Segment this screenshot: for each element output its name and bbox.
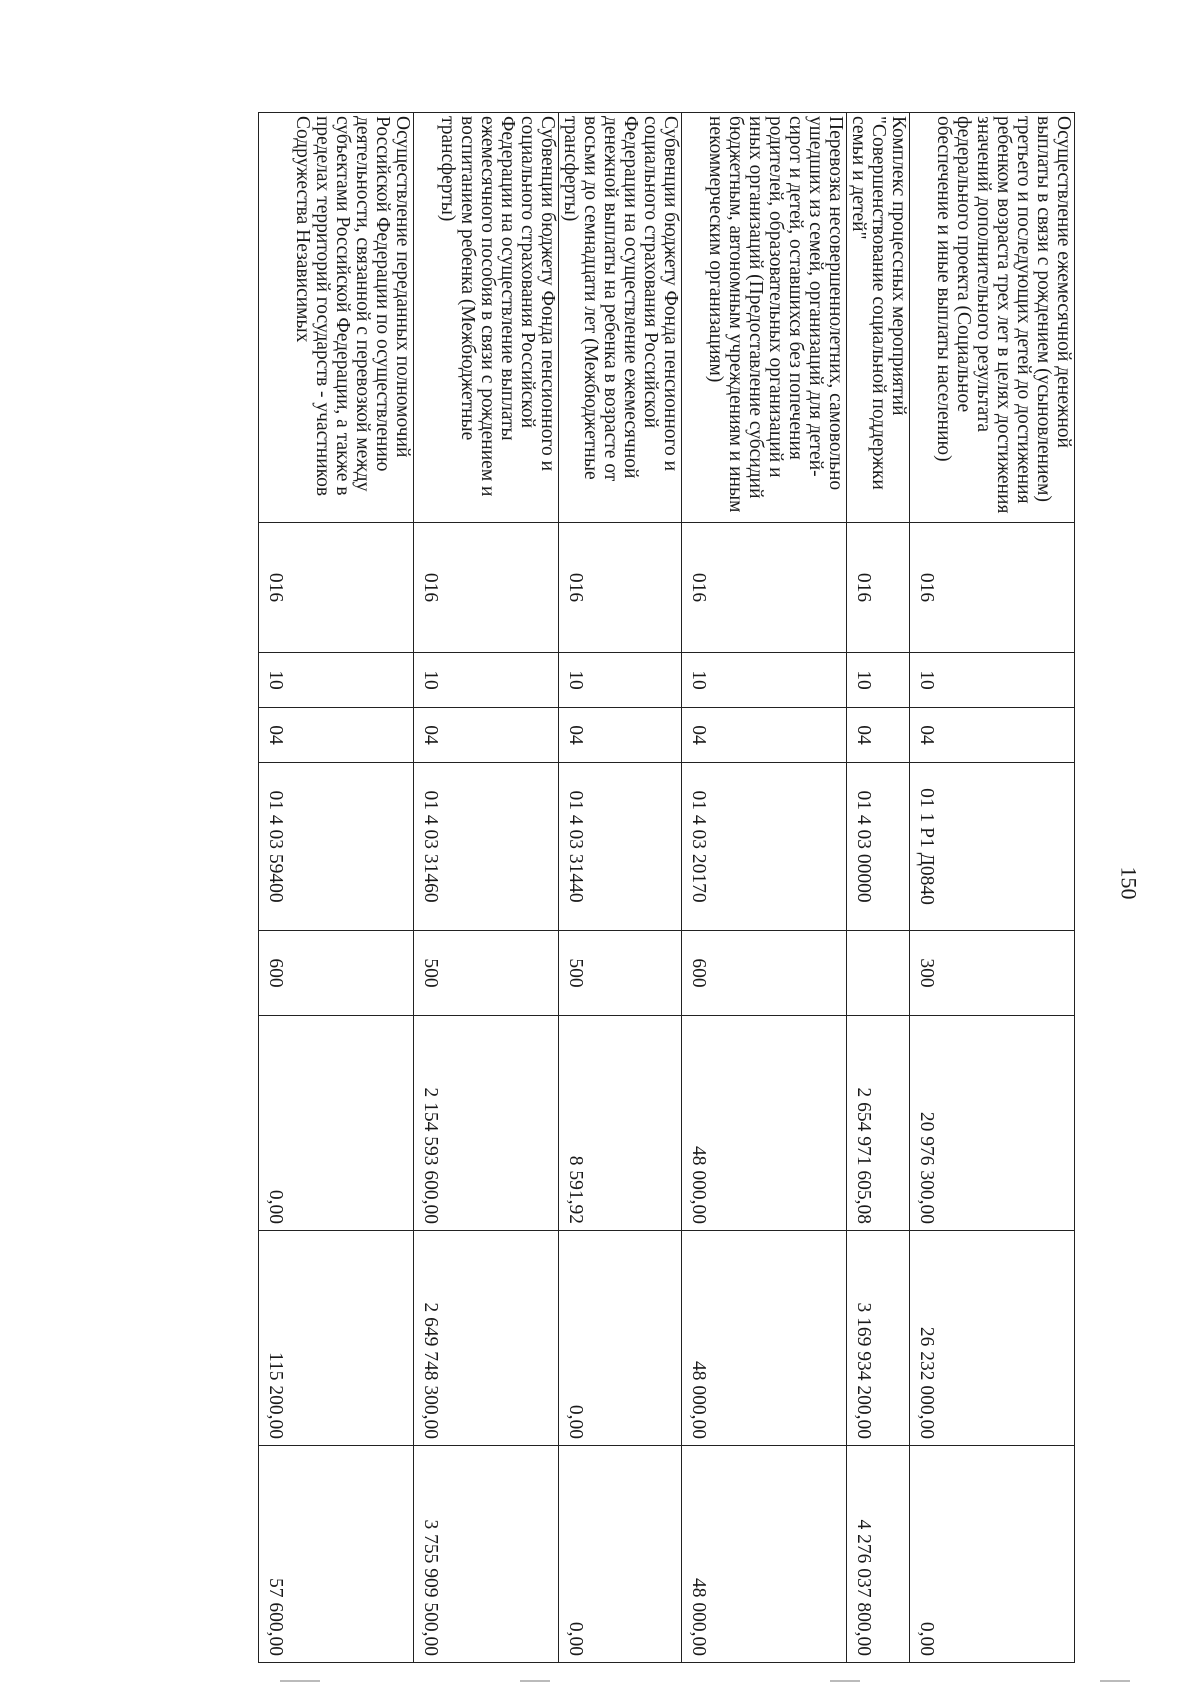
amount-year-2: 48 000,00 [682,1231,847,1446]
ministry-code: 016 [910,523,1075,653]
rotated-page [125,112,1075,1662]
target-article-code: 01 4 03 00000 [847,763,910,931]
amount-year-3: 57 600,00 [259,1446,414,1663]
row-name: Осуществление переданных полномочий Российской Федерации по осуществлению деятельности, связанной с перевозкой между субъектами Российской Федерации, а также в пределах территорий государств - участников Содружества Независимых [259,113,414,523]
section-code: 10 [259,653,414,708]
table-row [559,113,682,1663]
amount-year-3: 0,00 [910,1446,1075,1663]
scan-mark [1100,1680,1130,1682]
amount-year-1: 48 000,00 [682,1016,847,1231]
subsection-code: 04 [847,708,910,763]
expense-type-code: 500 [414,931,559,1016]
target-article-code: 01 4 03 59400 [259,763,414,931]
scan-edge-marks [0,1680,1200,1690]
scan-mark [520,1680,550,1682]
page-number: 150 [1116,866,1142,900]
amount-year-1: 0,00 [259,1016,414,1231]
subsection-code: 04 [259,708,414,763]
amount-year-1: 20 976 300,00 [910,1016,1075,1231]
amount-year-2: 115 200,00 [259,1231,414,1446]
expense-type-code: 600 [682,931,847,1016]
target-article-code: 01 4 03 20170 [682,763,847,931]
target-article-code: 01 4 03 31440 [559,763,682,931]
section-code: 10 [910,653,1075,708]
budget-table [258,112,1075,1663]
ministry-code: 016 [847,523,910,653]
section-code: 10 [414,653,559,708]
amount-year-2: 0,00 [559,1231,682,1446]
row-name: Перевозка несовершеннолетних, самовольно ушедших из семей, организаций для детей-сирот и детей, оставшихся без попечения родителей, образовательных организаций и иных организаций (Предоставление субсидий бюджетным, автономным учреждениям и иным некоммерческим организациям) [682,113,847,523]
target-article-code: 01 1 Р1 Д0840 [910,763,1075,931]
amount-year-3: 48 000,00 [682,1446,847,1663]
section-code: 10 [847,653,910,708]
subsection-code: 04 [414,708,559,763]
amount-year-3: 4 276 037 800,00 [847,1446,910,1663]
row-name: Осуществление ежемесячной денежной выплаты в связи с рождением (усыновлением) третьего и последующих детей до достижения ребенком возраста трех лет в целях достижения значений дополнительного результата федерального проекта (Социальное обеспечение и иные выплаты населению) [910,113,1075,523]
amount-year-3: 0,00 [559,1446,682,1663]
ministry-code: 016 [414,523,559,653]
row-name: Комплекс процессных мероприятий "Совершенствование социальной поддержки семьи и детей" [847,113,910,523]
expense-type-code [847,931,910,1016]
amount-year-1: 2 654 971 605,08 [847,1016,910,1231]
amount-year-3: 3 755 909 500,00 [414,1446,559,1663]
section-code: 10 [559,653,682,708]
amount-year-2: 26 232 000,00 [910,1231,1075,1446]
expense-type-code: 300 [910,931,1075,1016]
ministry-code: 016 [559,523,682,653]
scan-mark [280,1680,320,1682]
amount-year-1: 2 154 593 600,00 [414,1016,559,1231]
ministry-code: 016 [682,523,847,653]
row-name: Субвенции бюджету Фонда пенсионного и социального страхования Российской Федерации на осуществление выплаты ежемесячного пособия в связи с рождением и воспитанием ребенка (Межбюджетные трансферты) [414,113,559,523]
amount-year-2: 3 169 934 200,00 [847,1231,910,1446]
amount-year-2: 2 649 748 300,00 [414,1231,559,1446]
ministry-code: 016 [259,523,414,653]
subsection-code: 04 [910,708,1075,763]
subsection-code: 04 [559,708,682,763]
table-row [847,113,910,1663]
subsection-code: 04 [682,708,847,763]
table-row [259,113,414,1663]
section-code: 10 [682,653,847,708]
scan-mark [830,1680,860,1682]
table-row [682,113,847,1663]
expense-type-code: 500 [559,931,682,1016]
expense-type-code: 600 [259,931,414,1016]
table-row [414,113,559,1663]
target-article-code: 01 4 03 31460 [414,763,559,931]
row-name: Субвенции бюджету Фонда пенсионного и социального страхования Российской Федерации на осуществление ежемесячной денежной выплаты на ребенка в возрасте от восьми до семнадцати лет (Межбюджетные трансферты) [559,113,682,523]
table-row [910,113,1075,1663]
amount-year-1: 8 591,92 [559,1016,682,1231]
